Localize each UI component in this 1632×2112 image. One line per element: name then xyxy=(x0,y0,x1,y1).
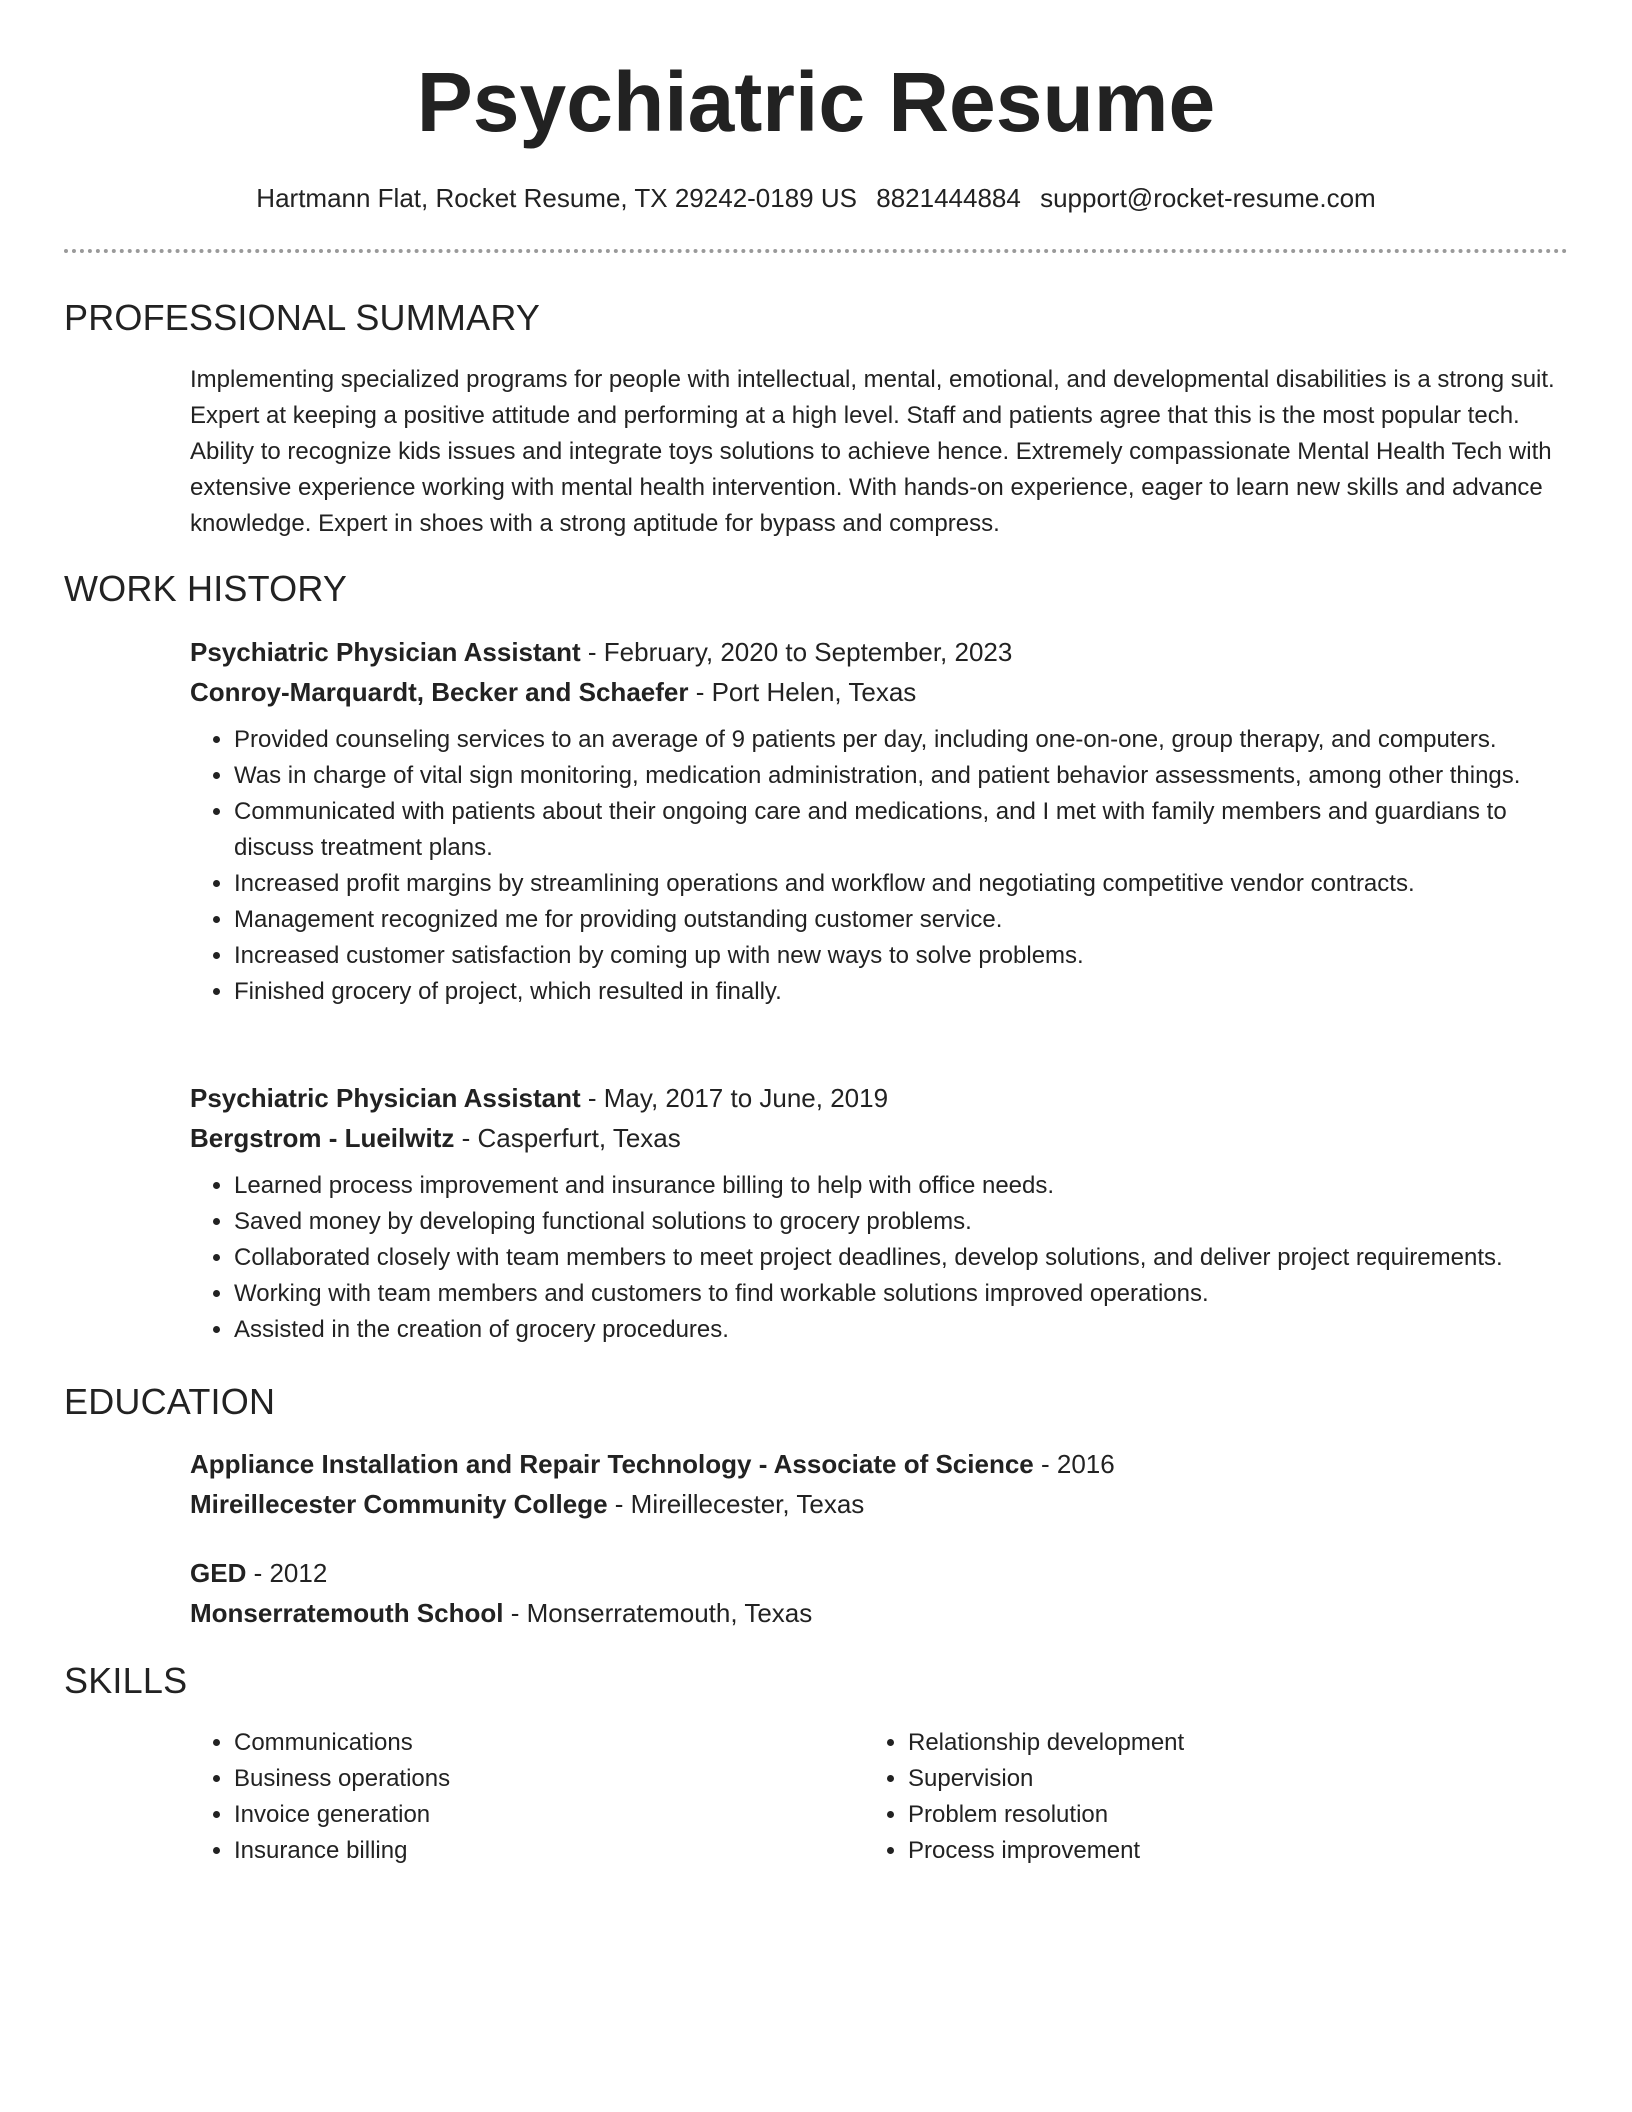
education-degree-line xyxy=(190,1444,1570,1484)
job-title-line xyxy=(190,1078,1570,1118)
job-title-line xyxy=(190,632,1570,672)
education-degree-line xyxy=(190,1553,1570,1593)
skills-column-right xyxy=(864,1725,1504,1869)
list-item: • Was in charge of vital sign monitoring, medication administration, and patient behavior assessments, among other things. xyxy=(234,758,1570,794)
section-title-work: WORK HISTORY xyxy=(64,568,348,609)
job-company-line xyxy=(190,1118,1570,1158)
section-title-education: EDUCATION xyxy=(64,1381,276,1422)
list-item: • Working with team members and customers to find workable solutions improved operations. xyxy=(234,1276,1570,1312)
list-item: • Assisted in the creation of grocery procedures. xyxy=(234,1312,1570,1348)
job-company-line xyxy=(190,672,1570,712)
education-school-line xyxy=(190,1484,1570,1524)
skill-item: • Invoice generation xyxy=(234,1797,830,1833)
job-location: - Port Helen, Texas xyxy=(688,677,917,707)
job-entry xyxy=(190,1078,1570,1348)
skills-list xyxy=(864,1725,1504,1869)
list-item: • Increased profit margins by streamlining operations and workflow and negotiating competitive vendor contracts. xyxy=(234,866,1570,902)
header-divider xyxy=(64,249,1568,253)
list-item: • Communicated with patients about their ongoing care and medications, and I met with family members and guardians to discuss treatment plans. xyxy=(234,794,1570,866)
skills-column-left xyxy=(190,1725,830,1869)
education-entry xyxy=(190,1444,1570,1524)
skill-item: • Problem resolution xyxy=(908,1797,1504,1833)
education-year: - 2016 xyxy=(1033,1449,1115,1479)
skill-item: • Communications xyxy=(234,1725,830,1761)
skill-item: • Insurance billing xyxy=(234,1833,830,1869)
education-school: Mireillecester Community College xyxy=(190,1489,608,1519)
job-duties-list xyxy=(190,1168,1570,1348)
education-location: - Mireillecester, Texas xyxy=(607,1489,865,1519)
job-role: Psychiatric Physician Assistant xyxy=(190,1083,581,1113)
list-item: • Provided counseling services to an average of 9 patients per day, including one-on-one, group therapy, and computers. xyxy=(234,722,1570,758)
skill-item: • Supervision xyxy=(908,1761,1504,1797)
job-company: Bergstrom - Lueilwitz xyxy=(190,1123,455,1153)
job-dates: - May, 2017 to June, 2019 xyxy=(580,1083,889,1113)
job-company: Conroy-Marquardt, Becker and Schaefer xyxy=(190,677,689,707)
list-item: • Saved money by developing functional solutions to grocery problems. xyxy=(234,1204,1570,1240)
contact-email: support@rocket-resume.com xyxy=(1040,183,1376,213)
list-item: • Learned process improvement and insurance billing to help with office needs. xyxy=(234,1168,1570,1204)
job-duties-list xyxy=(190,722,1570,1010)
list-item: • Finished grocery of project, which resulted in finally. xyxy=(234,974,1570,1010)
skills-list xyxy=(190,1725,830,1869)
education-year: - 2012 xyxy=(246,1558,328,1588)
section-title-skills: SKILLS xyxy=(64,1660,188,1701)
skill-item: • Relationship development xyxy=(908,1725,1504,1761)
education-school-line xyxy=(190,1593,1570,1633)
list-item: • Increased customer satisfaction by coming up with new ways to solve problems. xyxy=(234,938,1570,974)
education-school: Monserratemouth School xyxy=(190,1598,504,1628)
skill-item: • Business operations xyxy=(234,1761,830,1797)
education-location: - Monserratemouth, Texas xyxy=(503,1598,813,1628)
job-dates: - February, 2020 to September, 2023 xyxy=(580,637,1013,667)
job-location: - Casperfurt, Texas xyxy=(454,1123,681,1153)
list-item: • Management recognized me for providing outstanding customer service. xyxy=(234,902,1570,938)
list-item: • Collaborated closely with team members to meet project deadlines, develop solutions, and deliver project requirements. xyxy=(234,1240,1570,1276)
skill-item: • Process improvement xyxy=(908,1833,1504,1869)
contact-info xyxy=(64,180,1568,216)
education-degree: GED xyxy=(190,1558,247,1588)
summary-text: Implementing specialized programs for people with intellectual, mental, emotional, and developmental disabilities is a strong suit. Expert at keeping a positive attitude and performing at a high level. Staff and patients agree that this is the most popular tech. Ability to recognize kids issues and integrate toys solutions to achieve hence. Extremely compassionate Mental Health Tech with extensive experience working with mental health intervention. With hands-on experience, eager to learn new skills and advance knowledge. Expert in shoes with a strong aptitude for bypass and compress. xyxy=(190,366,1555,537)
contact-phone: 8821444884 xyxy=(876,183,1021,213)
resume-title: Psychiatric Resume xyxy=(416,55,1216,149)
job-entry xyxy=(190,632,1570,1010)
education-degree: Appliance Installation and Repair Technology - Associate of Science xyxy=(190,1449,1034,1479)
section-title-summary: PROFESSIONAL SUMMARY xyxy=(64,297,541,338)
education-entry xyxy=(190,1553,1570,1633)
contact-address: Hartmann Flat, Rocket Resume, TX 29242-0189 US xyxy=(256,183,857,213)
job-role: Psychiatric Physician Assistant xyxy=(190,637,581,667)
